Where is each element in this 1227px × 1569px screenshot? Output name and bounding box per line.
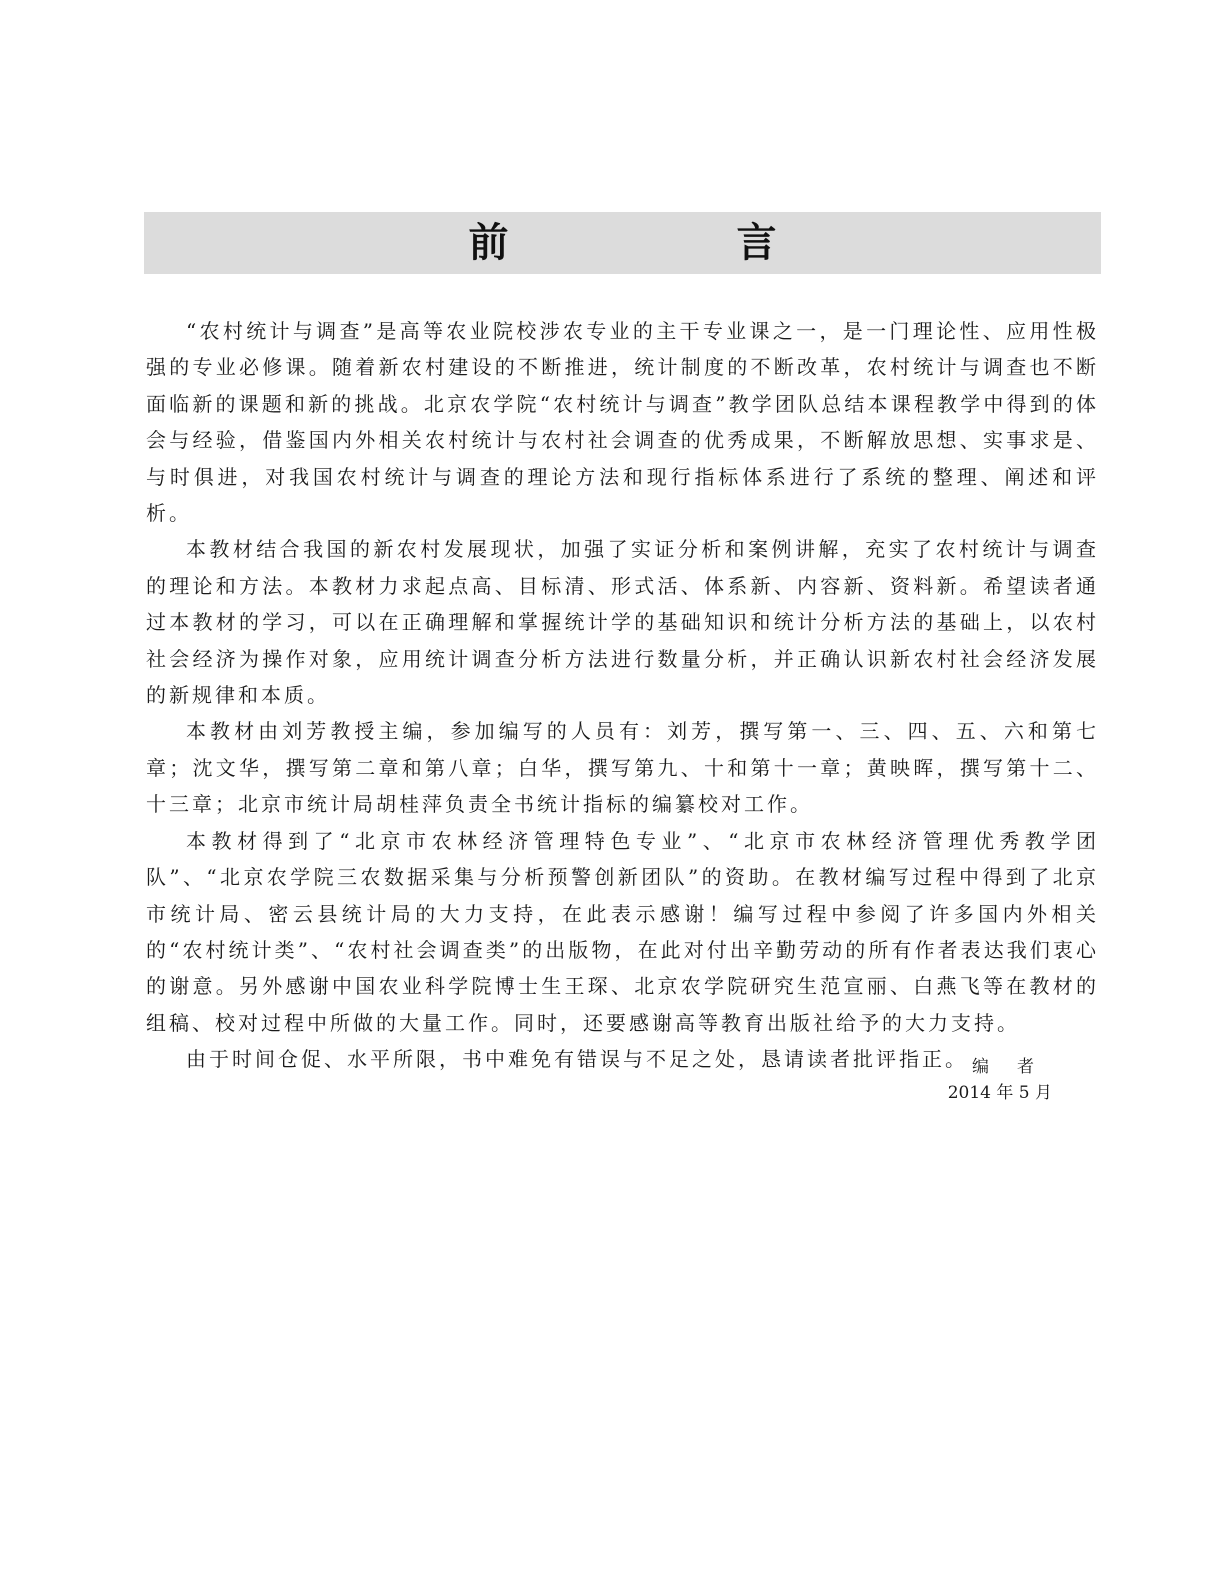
- preface-body: [146, 313, 1099, 1078]
- paragraph-5: 由于时间仓促、水平所限，书中难免有错误与不足之处，恳请读者批评指正。: [186, 1047, 968, 1072]
- paragraph-3: 本教材由刘芳教授主编，参加编写的人员有：刘芳，撰写第一、三、四、五、六和第七章；沈文华，撰写第二章和第八章；白华，撰写第九、十和第十一章；黄映晖，撰写第十二、十三章；北京市统计局胡桂萍负责全书统计指标的编纂校对工作。: [146, 719, 1099, 817]
- paragraph-2: 本教材结合我国的新农村发展现状，加强了实证分析和案例讲解，充实了农村统计与调查的理论和方法。本教材力求起点高、目标清、形式活、体系新、内容新、资料新。希望读者通过本教材的学习，可以在正确理解和掌握统计学的基础知识和统计分析方法的基础上，以农村社会经济为操作对象，应用统计调查分析方法进行数量分析，并正确认识新农村社会经济发展的新规律和本质。: [146, 537, 1099, 708]
- paragraph-1: “农村统计与调查”是高等农业院校涉农专业的主干专业课之一，是一门理论性、应用性极强的专业必修课。随着新农村建设的不断推进，统计制度的不断改革，农村统计与调查也不断面临新的课题和新的挑战。北京农学院“农村统计与调查”教学团队总结本课程教学中得到的体会与经验，借鉴国内外相关农村统计与农村社会调查的优秀成果，不断解放思想、实事求是、与时俱进，对我国农村统计与调查的理论方法和现行指标体系进行了系统的整理、阐述和评析。: [146, 319, 1099, 526]
- page-title: 前 言: [468, 220, 871, 266]
- signature-author: 编者: [972, 1057, 1062, 1077]
- signature-block: [947, 1054, 1062, 1106]
- signature-date: 2014 年 5 月: [947, 1083, 1052, 1103]
- title-band: [144, 212, 1101, 274]
- paragraph-4: 本教材得到了“北京市农林经济管理特色专业”、“北京市农林经济管理优秀教学团队”、“北京农学院三农数据采集与分析预警创新团队”的资助。在教材编写过程中得到了北京市统计局、密云县统计局的大力支持，在此表示感谢！编写过程中参阅了许多国内外相关的“农村统计类”、“农村社会调查类”的出版物，在此对付出辛勤劳动的所有作者表达我们衷心的谢意。另外感谢中国农业科学院博士生王琛、北京农学院研究生范宣丽、白燕飞等在教材的组稿、校对过程中所做的大量工作。同时，还要感谢高等教育出版社给予的大力支持。: [146, 828, 1099, 1035]
